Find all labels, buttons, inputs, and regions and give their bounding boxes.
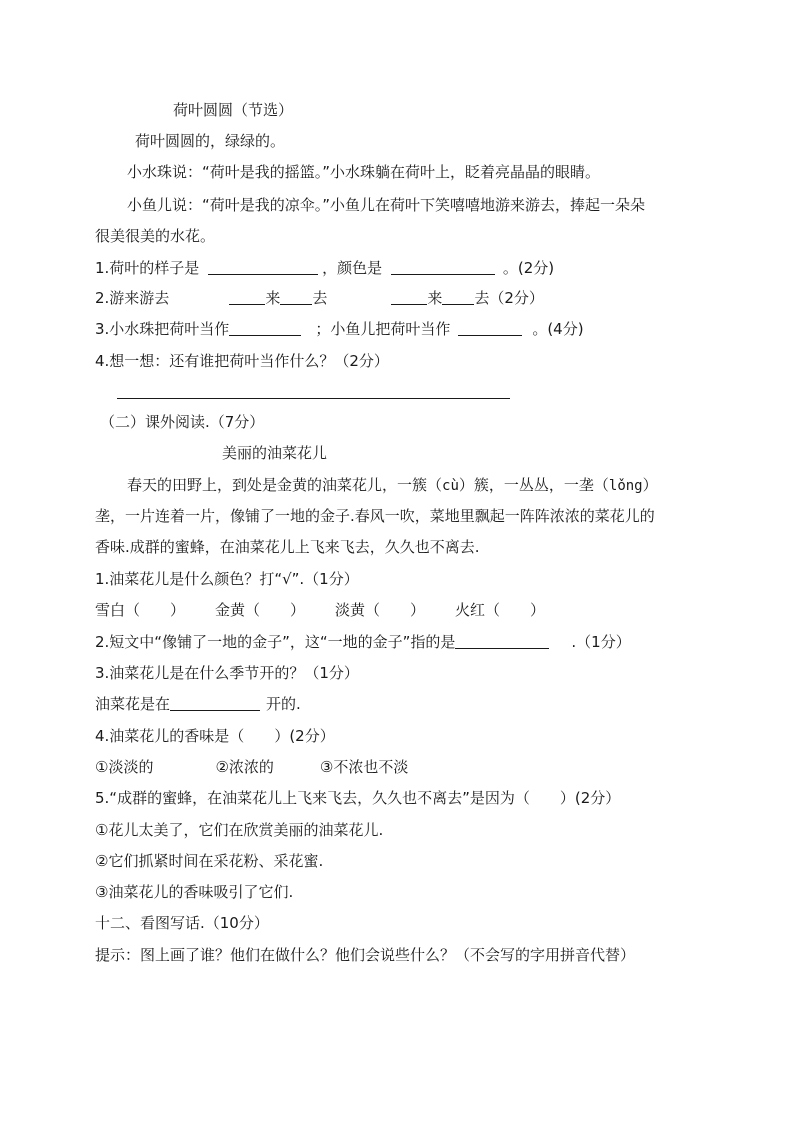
answer-blank[interactable]	[391, 288, 427, 305]
question-1	[95, 258, 554, 278]
question-text: 去（2分）	[474, 289, 544, 307]
answer-line	[95, 694, 301, 714]
question-2	[95, 632, 631, 652]
question-text: 。(4分)	[532, 320, 584, 338]
question-text: .（1分）	[571, 633, 631, 651]
passage-paragraph: 小水珠说：“荷叶是我的摇篮。”小水珠躺在荷叶上，眨着亮晶晶的眼睛。	[127, 163, 601, 181]
question-text: 来	[265, 289, 281, 307]
question-4: 4.想一想：还有谁把荷叶当作什么？（2分）	[95, 352, 389, 370]
question-text: 1.荷叶的样子是	[95, 259, 200, 277]
question-text: 油菜花是在	[95, 695, 171, 713]
question-2	[95, 288, 544, 308]
answer-line[interactable]	[117, 398, 510, 399]
option-item[interactable]: 雪白（ ）	[95, 601, 186, 619]
answer-blank[interactable]	[455, 632, 549, 649]
option-item[interactable]: ①花儿太美了，它们在欣赏美丽的油菜花儿.	[95, 821, 384, 839]
question-text: ，颜色是	[322, 259, 383, 277]
passage-paragraph: 小鱼儿说：“荷叶是我的凉伞。”小鱼儿在荷叶下笑嘻嘻地游来游去，捧起一朵朵	[127, 196, 646, 214]
options-row	[95, 757, 408, 777]
question-text: 。(2分)	[502, 259, 555, 277]
passage-text: ）簇，一丛丛，一垄（	[458, 476, 609, 494]
answer-blank[interactable]	[280, 288, 312, 305]
option-item[interactable]: 金黄（ ）	[215, 601, 306, 619]
passage-paragraph: 春天的田野上，到处是金黄的油菜花儿，一簇（cù）簇，一丛丛，一垄（lǒng）	[127, 476, 658, 494]
option-item[interactable]: ②浓浓的	[215, 758, 274, 776]
question-4: 4.油菜花儿的香味是（ ）(2分）	[95, 727, 335, 745]
question-1: 1.油菜花儿是什么颜色？打“√”.（1分）	[95, 570, 359, 588]
option-item[interactable]: ③油菜花儿的香味吸引了它们.	[95, 883, 294, 901]
question-3: 3.油菜花儿是在什么季节开的？（1分）	[95, 664, 359, 682]
section-heading: 十二、看图写话.（10分）	[95, 914, 269, 932]
passage-paragraph: 垄，一片连着一片，像铺了一地的金子.春风一吹，菜地里飘起一阵阵浓浓的菜花儿的	[95, 507, 655, 525]
answer-blank[interactable]	[170, 694, 260, 711]
answer-blank[interactable]	[458, 319, 522, 336]
question-text: 来	[427, 289, 443, 307]
option-item[interactable]: 火红（ ）	[455, 601, 546, 619]
answer-blank[interactable]	[229, 319, 301, 336]
option-item[interactable]: ②它们抓紧时间在采花粉、采花蜜.	[95, 852, 324, 870]
question-text: 3.小水珠把荷叶当作	[95, 320, 230, 338]
options-row	[95, 600, 545, 620]
answer-blank[interactable]	[391, 258, 495, 275]
passage-text: 春天的田野上，到处是金黄的油菜花儿，一簇（	[127, 476, 443, 494]
question-text: 2.游来游去	[95, 289, 170, 307]
passage-paragraph: 很美很美的水花。	[95, 227, 216, 245]
pinyin: lǒng	[608, 478, 643, 494]
question-text: 去	[312, 289, 328, 307]
question-5: 5.“成群的蜜蜂，在油菜花儿上飞来飞去，久久也不离去”是因为（ ）(2分）	[95, 789, 621, 807]
hint-text: 提示：图上画了谁？他们在做什么？他们会说些什么？（不会写的字用拼音代替）	[95, 946, 636, 964]
question-text: 2.短文中“像铺了一地的金子”，这“一地的金子”指的是	[95, 633, 456, 651]
option-item[interactable]: ③不浓也不淡	[319, 758, 409, 776]
option-item[interactable]: 淡黄（ ）	[335, 601, 426, 619]
pinyin: cù	[442, 478, 459, 494]
answer-blank[interactable]	[208, 258, 318, 275]
passage-title: 荷叶圆圆（节选）	[173, 101, 294, 119]
question-text: 开的.	[266, 695, 301, 713]
passage-title: 美丽的油菜花儿	[222, 444, 328, 462]
question-text: ；小鱼儿把荷叶当作	[315, 320, 451, 338]
passage-paragraph: 荷叶圆圆的，绿绿的。	[135, 132, 286, 150]
section-heading: （二）课外阅读.（7分）	[100, 413, 265, 431]
question-3	[95, 319, 584, 339]
answer-blank[interactable]	[229, 288, 265, 305]
answer-blank[interactable]	[442, 288, 474, 305]
option-item[interactable]: ①淡淡的	[95, 758, 154, 776]
passage-paragraph: 香味.成群的蜜蜂，在油菜花儿上飞来飞去，久久也不离去.	[95, 538, 480, 556]
